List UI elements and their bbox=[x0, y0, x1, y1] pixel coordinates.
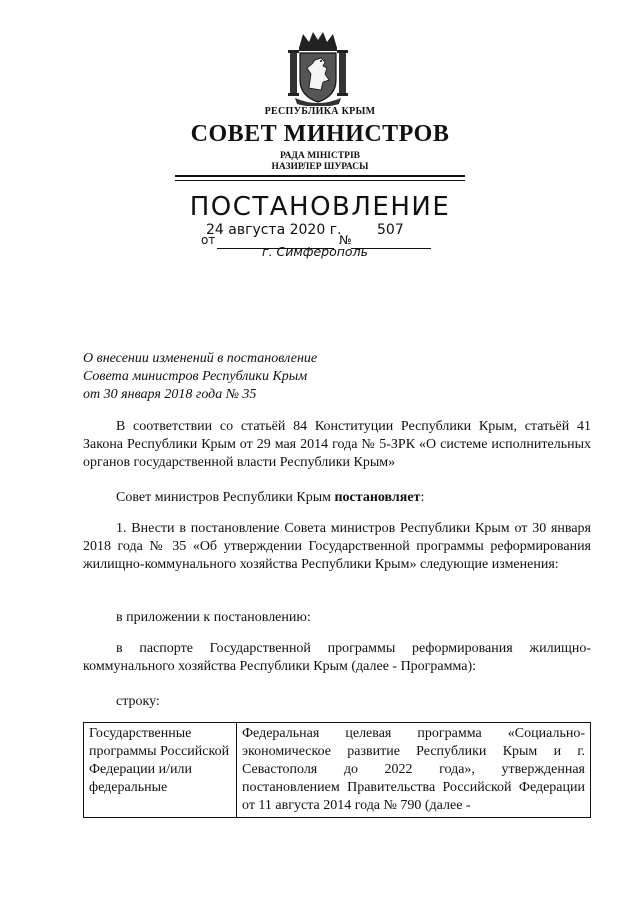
preamble-paragraph: В соответствии со статьёй 84 Конституции Республики Крым, статьёй 41 Закона Республики Крым от 29 мая 2014 года № 5-ЗРК «О системе исполнительных органов государственной власти Республики Крым» bbox=[83, 419, 591, 470]
resolution-verb: постановляет bbox=[334, 490, 421, 505]
republic-label: РЕСПУБЛИКА КРЫМ bbox=[264, 106, 376, 117]
resolution-paragraph bbox=[83, 489, 591, 507]
council-title-ukrainian: РАДА МІНІСТРІВ bbox=[279, 151, 360, 161]
passport-paragraph: в паспорте Государственной программы реформирования жилищно-коммунального хозяйства Республики Крым (далее - Программа): bbox=[83, 641, 591, 674]
decree-subject bbox=[83, 350, 317, 404]
table-cell-right: Федеральная целевая программа «Социально-экономическое развитие Республики Крым и г. Севастополя до 2022 года», утвержденная постановлением Правительства Российской Федерации от 11 августа 2014 года № 790 (далее - bbox=[237, 723, 591, 818]
number-label: № bbox=[339, 233, 352, 247]
decree-number: 507 bbox=[377, 222, 404, 238]
resolution-colon: : bbox=[420, 490, 425, 505]
subject-line-1: О внесении изменений в постановление bbox=[83, 351, 318, 366]
subject-line-2: Совета министров Республики Крым bbox=[83, 369, 308, 384]
header-rule-thick bbox=[175, 175, 465, 177]
resolution-text: Совет министров Республики Крым bbox=[116, 490, 335, 505]
table-cell-left: Государственные программы Российской Федерации и/или федеральные bbox=[84, 723, 237, 818]
row-label-paragraph: строку: bbox=[116, 694, 160, 709]
passport-table bbox=[83, 722, 591, 818]
council-title: СОВЕТ МИНИСТРОВ bbox=[190, 121, 450, 147]
decree-title: ПОСТАНОВЛЕНИЕ bbox=[189, 192, 451, 222]
table-row bbox=[84, 723, 591, 818]
appendix-paragraph: в приложении к постановлению: bbox=[116, 610, 311, 625]
crimea-coat-of-arms-icon bbox=[285, 30, 351, 106]
decree-date: 24 августа 2020 г. bbox=[206, 222, 342, 238]
item-1-paragraph: 1. Внести в постановление Совета министров Республики Крым от 30 января 2018 года № 35 «Об утверждении Государственной программы реформирования жилищно-коммунального хозяйства Республики Крым» следующие изменения: bbox=[83, 521, 591, 572]
subject-line-3: от 30 января 2018 года № 35 bbox=[83, 387, 257, 402]
table-wrapper bbox=[83, 722, 593, 822]
from-label: от bbox=[201, 233, 216, 247]
decree-city: г. Симферополь bbox=[262, 244, 368, 259]
council-title-crimean-tatar: НАЗИРЛЕР ШУРАСЫ bbox=[271, 162, 369, 172]
header-rule-thin bbox=[175, 180, 465, 181]
